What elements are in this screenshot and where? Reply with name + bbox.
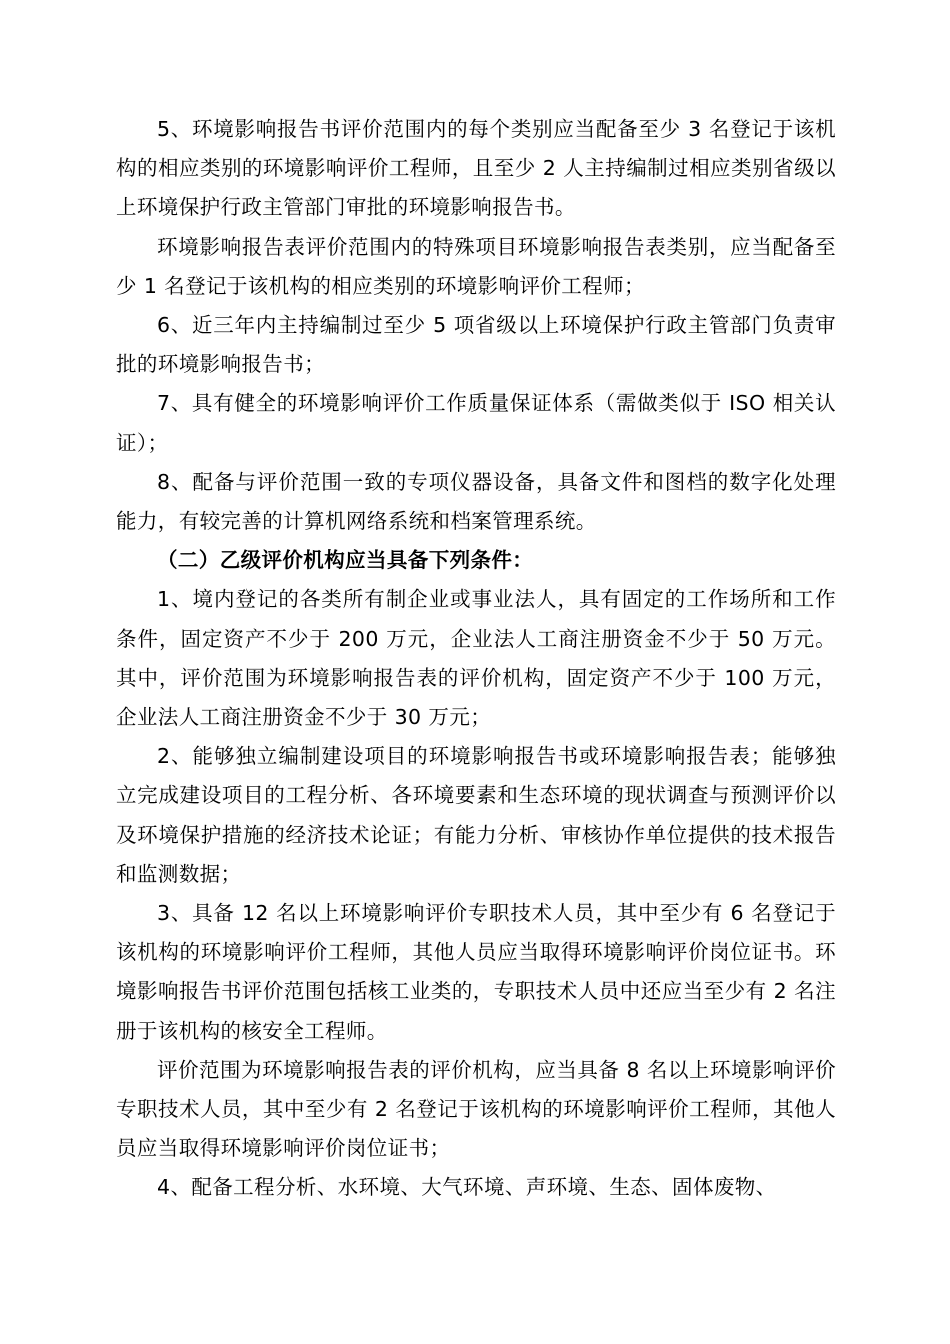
paragraph-b-item-4: 4、配备工程分析、水环境、大气环境、声环境、生态、固体废物、 (157, 1175, 777, 1200)
paragraph-item-8: 8、配备与评价范围一致的专项仪器设备，具备文件和图档的数字化处理能力，有较完善的计算机网络系统和档案管理系统。 (116, 469, 836, 534)
document-page (116, 110, 836, 1208)
paragraph-item-6: 6、近三年内主持编制过至少 5 项省级以上环境保护行政主管部门负责审批的环境影响报告书； (116, 313, 836, 377)
paragraph-b-report-form-scope: 评价范围为环境影响报告表的评价机构，应当具备 8 名以上环境影响评价专职技术人员，其中至少有 2 名登记于该机构的环境影响评价工程师，其他人员应当取得环境影响评价岗位证书； (116, 1057, 836, 1161)
paragraph-item-5: 5、环境影响报告书评价范围内的每个类别应当配备至少 3 名登记于该机构的相应类别的环境影响评价工程师，且至少 2 人主持编制过相应类别省级以上环境保护行政主管部门审批的环境影响报告书。 (116, 117, 836, 220)
paragraph-report-form-staffing: 环境影响报告表评价范围内的特殊项目环境影响报告表类别，应当配备至少 1 名登记于该机构的相应类别的环境影响评价工程师； (116, 234, 836, 298)
paragraph-b-item-2: 2、能够独立编制建设项目的环境影响报告书或环境影响报告表；能够独立完成建设项目的工程分析、各环境要素和生态环境的现状调查与预测评价以及环境保护措施的经济技术论证；有能力分析、审核协作单位提供的技术报告和监测数据； (116, 744, 836, 886)
paragraph-b-item-3: 3、具备 12 名以上环境影响评价专职技术人员，其中至少有 6 名登记于该机构的环境影响评价工程师，其他人员应当取得环境影响评价岗位证书。环境影响报告书评价范围包括核工业类的，专职技术人员中还应当至少有 2 名注册于该机构的核安全工程师。 (116, 901, 836, 1043)
paragraph-b-item-1: 1、境内登记的各类所有制企业或事业法人，具有固定的工作场所和工作条件，固定资产不少于 200 万元，企业法人工商注册资金不少于 50 万元。其中，评价范围为环境影响报告表的评价机构，固定资产不少于 100 万元，企业法人工商注册资金不少于 30 万元； (116, 587, 836, 730)
paragraph-item-7: 7、具有健全的环境影响评价工作质量保证体系（需做类似于 ISO 相关认证）； (116, 391, 836, 455)
section-heading-grade-b: （二）乙级评价机构应当具备下列条件： (157, 548, 534, 573)
